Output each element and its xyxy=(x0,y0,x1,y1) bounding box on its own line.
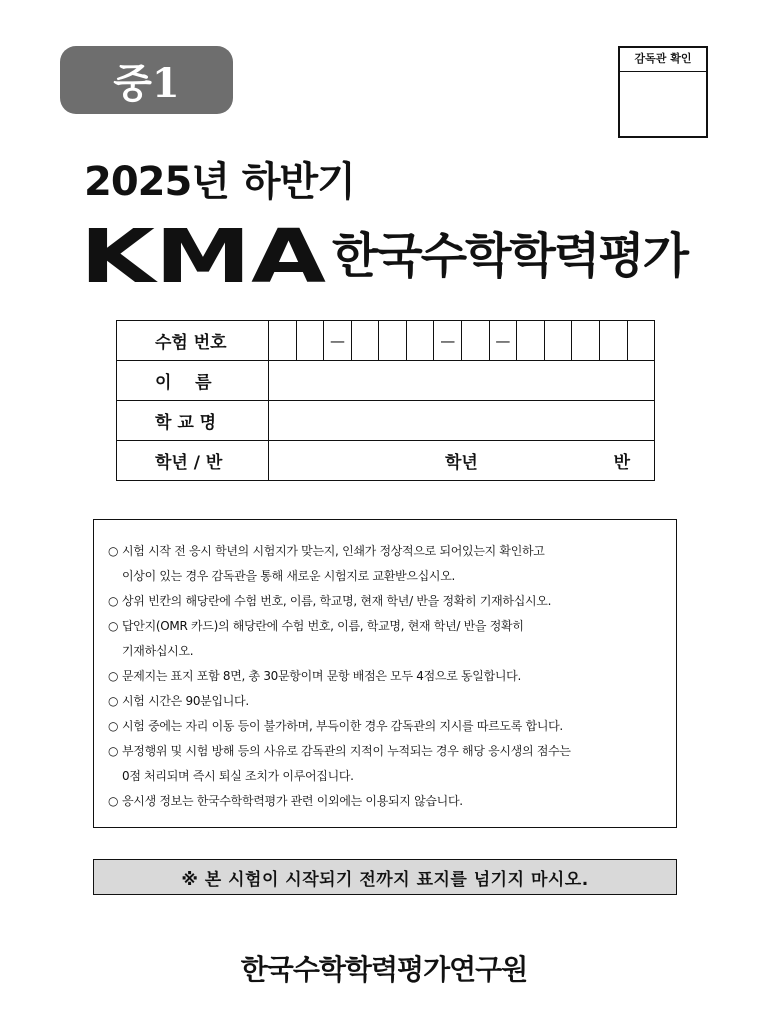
grade-badge: 중1 xyxy=(60,46,233,114)
exam-number-cell[interactable]: — xyxy=(489,321,517,360)
name-field[interactable] xyxy=(269,361,655,401)
instruction-item: ○ 문제지는 표지 포함 8면, 총 30문항이며 문항 배점은 모두 4점으로 동일합니다. xyxy=(108,664,666,689)
instruction-item: ○ 응시생 정보는 한국수학학력평가 관련 이외에는 이용되지 않습니다. xyxy=(108,789,666,814)
org-title: 한국수학학력평가 xyxy=(332,228,687,284)
kma-logo-text: KMA xyxy=(80,226,326,286)
supervisor-confirm-label: 감독관 확인 xyxy=(620,48,706,72)
grade-unit-label: 학년 xyxy=(445,453,478,473)
bullet-icon: ○ xyxy=(108,744,119,758)
name-label: 이 름 xyxy=(117,361,269,401)
exam-number-cell[interactable] xyxy=(378,321,406,360)
bullet-icon: ○ xyxy=(108,719,119,733)
exam-number-field[interactable] xyxy=(269,321,655,361)
exam-number-cell[interactable]: — xyxy=(323,321,351,360)
exam-number-cell[interactable] xyxy=(599,321,627,360)
instruction-item: ○ 답안지(OMR 카드)의 해당란에 수험 번호, 이름, 학교명, 현재 학년/ 반을 정확히 기재하십시오. xyxy=(108,614,666,664)
exam-number-cell[interactable] xyxy=(461,321,489,360)
exam-number-cell[interactable] xyxy=(351,321,379,360)
name-row xyxy=(117,361,655,401)
exam-term-title: 2025년 하반기 xyxy=(84,159,355,205)
instruction-item: ○ 시험 시간은 90분입니다. xyxy=(108,689,666,714)
exam-number-cell[interactable] xyxy=(627,321,655,360)
school-label: 학 교 명 xyxy=(117,401,269,441)
bullet-icon: ○ xyxy=(108,544,119,558)
school-field[interactable] xyxy=(269,401,655,441)
bullet-icon: ○ xyxy=(108,694,119,708)
exam-number-cell[interactable] xyxy=(571,321,599,360)
class-unit-label: 반 xyxy=(613,453,630,473)
exam-number-cell[interactable] xyxy=(516,321,544,360)
bullet-icon: ○ xyxy=(108,669,119,683)
instruction-item: ○ 시험 중에는 자리 이동 등이 불가하며, 부득이한 경우 감독관의 지시를 따르도록 합니다. xyxy=(108,714,666,739)
supervisor-confirm-box xyxy=(618,46,708,138)
exam-number-row xyxy=(117,321,655,361)
kma-logo xyxy=(80,226,326,286)
instruction-item: ○ 시험 시작 전 응시 학년의 시험지가 맞는지, 인쇄가 정상적으로 되어있는지 확인하고 이상이 있는 경우 감독관을 통해 새로운 시험지로 교환받으십시오. xyxy=(108,539,666,589)
exam-number-cell[interactable] xyxy=(269,321,296,360)
do-not-turn-notice: ※ 본 시험이 시작되기 전까지 표지를 넘기지 마시오. xyxy=(93,859,677,895)
exam-number-cell[interactable] xyxy=(544,321,572,360)
grade-class-field[interactable] xyxy=(269,441,655,481)
school-row xyxy=(117,401,655,441)
footer-org-name: 한국수학학력평가연구원 xyxy=(240,953,528,986)
exam-number-cells xyxy=(269,321,654,360)
grade-class-label: 학년 / 반 xyxy=(117,441,269,481)
instruction-item: ○ 상위 빈칸의 해당란에 수험 번호, 이름, 학교명, 현재 학년/ 반을 정확히 기재하십시오. xyxy=(108,589,666,614)
exam-number-cell[interactable] xyxy=(406,321,434,360)
exam-number-cell[interactable] xyxy=(296,321,324,360)
instructions-box xyxy=(93,519,677,828)
instruction-item: ○ 부정행위 및 시험 방해 등의 사유로 감독관의 지적이 누적되는 경우 해당 응시생의 점수는 0점 처리되며 즉시 퇴실 조치가 이루어집니다. xyxy=(108,739,666,789)
grade-class-row xyxy=(117,441,655,481)
bullet-icon: ○ xyxy=(108,794,119,808)
exam-number-label: 수험 번호 xyxy=(117,321,269,361)
bullet-icon: ○ xyxy=(108,594,119,608)
student-info-table xyxy=(116,320,655,481)
exam-number-cell[interactable]: — xyxy=(433,321,461,360)
bullet-icon: ○ xyxy=(108,619,119,633)
